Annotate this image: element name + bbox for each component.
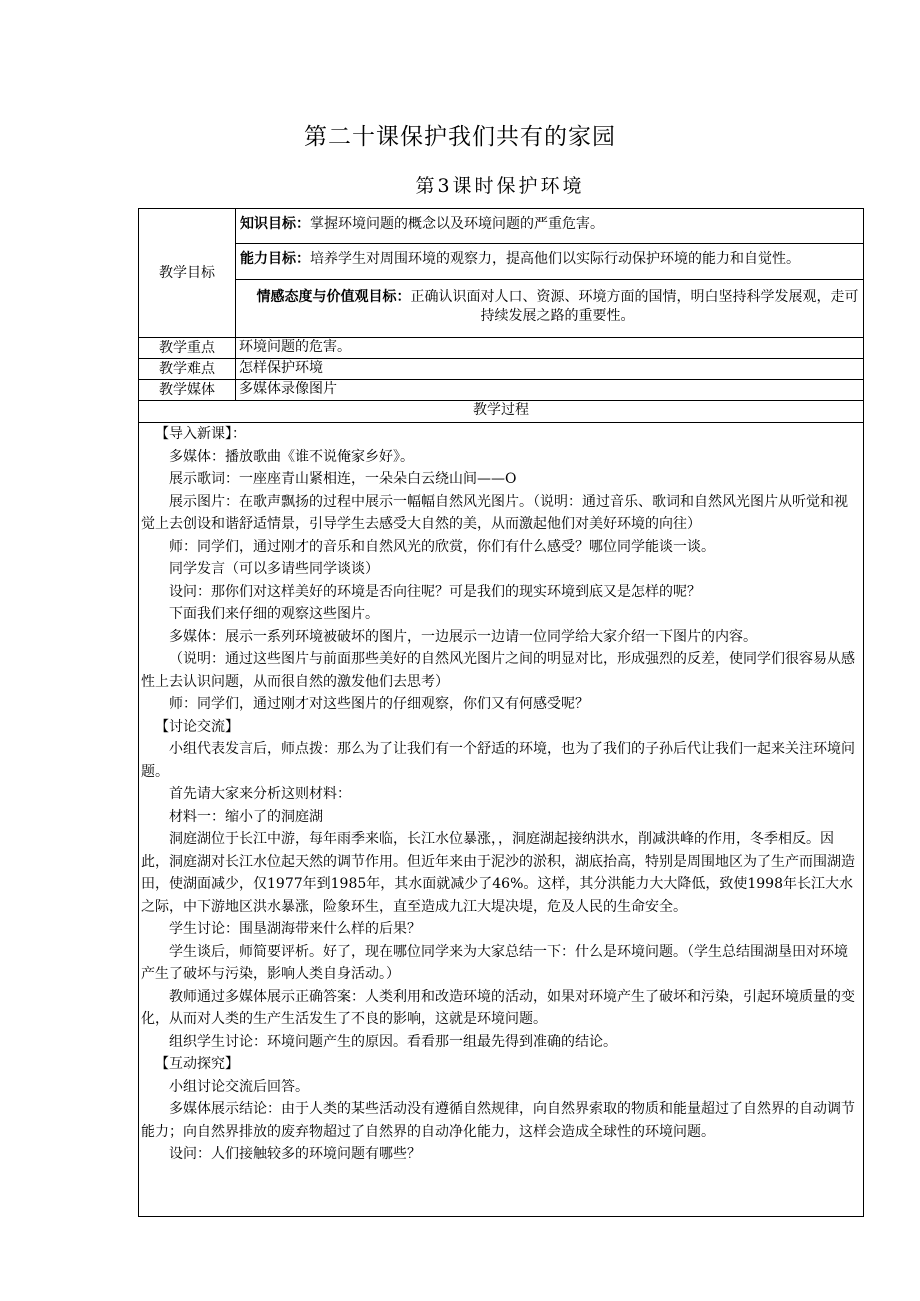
process-paragraph: 小组讨论交流后回答。 (169, 1078, 309, 1095)
process-body (139, 423, 864, 1217)
ability-goal: 能力目标：培养学生对周围环境的观察力，提高他们以实际行动保护环境的能力和自觉性。 (236, 244, 864, 280)
process-paragraph: 多媒体展示结论：由于人类的某些活动没有遵循自然规律，向自然界索取的物质和能量超过了自然界的自动调节能力；向自然界排放的废弃物超过了自然界的自动净化能力，这样会造成全球性的环境问题。 (141, 1101, 855, 1140)
emotion-goal: 情感态度与价值观目标：正确认识面对人口、资源、环境方面的国情，明白坚持科学发展观，走可持续发展之路的重要性。 (236, 280, 864, 338)
process-paragraph: 同学发言（可以多请些同学谈谈） (169, 561, 379, 577)
process-paragraph: 学生讨论：围垦湖海带来什么样的后果？ (169, 921, 421, 937)
process-paragraph: （说明：通过这些图片与前面那些美好的自然风光图片之间的明显对比，形成强烈的反差，使同学们很容易从感性上去认识问题，从而很自然的激发他们去思考） (141, 651, 855, 690)
process-paragraph: 设问：人们接触较多的环境问题有哪些？ (169, 1146, 421, 1162)
difficulty-label: 教学难点 (139, 359, 236, 380)
media-value: 多媒体录像图片 (236, 380, 864, 401)
goals-label: 教学目标 (139, 209, 236, 338)
process-paragraph: 教师通过多媒体展示正确答案：人类利用和改造环境的活动，如果对环境产生了破坏和污染，引起环境质量的变化，从而对人类的生产生活发生了不良的影响，这就是环境问题。 (141, 988, 855, 1027)
process-paragraph: 洞庭湖位于长江中游，每年雨季来临，长江水位暴涨，，洞庭湖起接纳洪水，削减洪峰的作用，冬季相反。因此，洞庭湖对长江水位起天然的调节作用。但近年来由于泥沙的淤积，湖底抬高，特别是周围地区为了生产而围湖造田，使湖面减少，仅1977年到1985年，其水面就减少了46%。这样，其分洪能力大大降低，致使1998年长江大水之际，中下游地区洪水暴涨，险象环生，直至造成九江大堤决堤，危及人民的生命安全。 (141, 831, 855, 915)
knowledge-goal: 知识目标：掌握环境问题的概念以及环境问题的严重危害。 (236, 209, 864, 244)
process-paragraph: 【导入新课】： (155, 426, 246, 442)
difficulty-value: 怎样保护环境 (236, 359, 864, 380)
process-paragraph: 【互动探究】 (155, 1056, 239, 1072)
process-paragraph: 展示歌词：一座座青山紧相连，一朵朵白云绕山间——O (169, 471, 517, 487)
process-paragraph: 展示图片：在歌声飘扬的过程中展示一幅幅自然风光图片。（说明：通过音乐、歌词和自然风光图片从听觉和视觉上去创设和谐舒适情景，引导学生去感受大自然的美，从而激起他们对美好环境的向往） (141, 493, 848, 532)
page-subtitle: 第3课时保护环境 (415, 175, 585, 197)
process-paragraph: 小组代表发言后，师点拨：那么为了让我们有一个舒适的环境，也为了我们的子孙后代让我们一起来关注环境问题。 (141, 741, 855, 780)
process-header: 教学过程 (139, 401, 864, 423)
page-title: 第二十课保护我们共有的家园 (304, 124, 616, 150)
process-paragraph: 师：同学们，通过刚才对这些图片的仔细观察，你们又有何感受呢？ (169, 696, 589, 712)
process-paragraph: 【讨论交流】 (155, 718, 239, 735)
process-paragraph: 师：同学们，通过刚才的音乐和自然风光的欣赏，你们有什么感受？哪位同学能谈一谈。 (169, 538, 715, 555)
process-paragraph: 设问：那你们对这样美好的环境是否向往呢？可是我们的现实环境到底又是怎样的呢？ (169, 583, 701, 600)
process-paragraph: 下面我们来仔细的观察这些图片。 (169, 606, 379, 622)
media-label: 教学媒体 (139, 380, 236, 401)
process-paragraph: 组织学生讨论：环境问题产生的原因。看看那一组最先得到准确的结论。 (169, 1033, 617, 1050)
process-paragraph: 首先请大家来分析这则材料： (169, 786, 351, 802)
process-paragraph: 材料一：缩小了的洞庭湖 (169, 808, 323, 825)
process-paragraph: 多媒体：展示一系列环境被破坏的图片，一边展示一边请一位同学给大家介绍一下图片的内容。 (169, 628, 757, 645)
focus-label: 教学重点 (139, 338, 236, 359)
process-paragraph: 多媒体：播放歌曲《谁不说俺家乡好》。 (169, 448, 414, 465)
process-paragraph: 学生谈后，师简要评析。好了，现在哪位同学来为大家总结一下：什么是环境问题。（学生总结围湖垦田对环境产生了破坏与污染，影响人类自身活动。） (141, 943, 848, 982)
focus-value: 环境问题的危害。 (236, 338, 864, 359)
lesson-table (138, 208, 864, 1217)
